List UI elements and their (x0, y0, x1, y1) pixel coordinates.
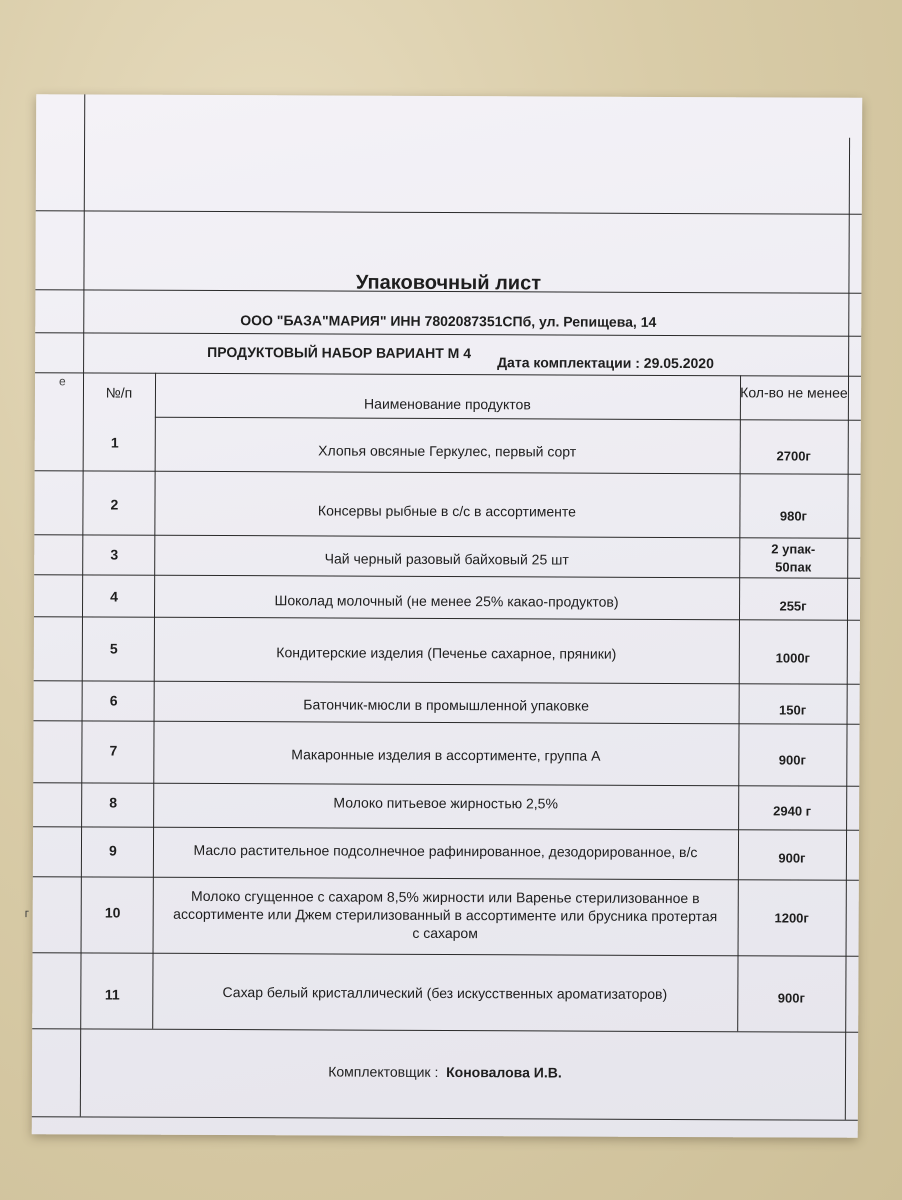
row-product-name: Хлопья овсяные Геркулес, первый сорт (318, 442, 577, 460)
row-product-name: Масло растительное подсолнечное рафинированное, дезодорированное, в/с (193, 841, 698, 861)
row-product-name: Кондитерские изделия (Печенье сахарное, пряники) (276, 644, 617, 662)
row-product-name: Молоко сгущенное с сахаром 8,5% жирности или Варенье стерилизованное в ассортименте или Джем стерилизованный в ассортименте или брусника протертая с сахаром (173, 887, 718, 942)
row-product-name: Макаронные изделия в ассортименте, группа А (291, 746, 601, 764)
rule-row-1 (35, 470, 861, 475)
row-quantity: 2 упак- 50пак (771, 541, 816, 575)
row-quantity: 150г (778, 702, 807, 718)
row-number: 3 (110, 546, 119, 563)
row-number: 4 (110, 588, 119, 605)
row-number: 10 (104, 904, 121, 921)
column-header-number: №/п (105, 384, 133, 401)
row-quantity: 900г (777, 990, 805, 1006)
row-number: 2 (110, 496, 119, 513)
row-number: 11 (104, 986, 120, 1003)
row-quantity: 980г (779, 508, 808, 524)
company-info: ООО "БАЗА"МАРИЯ" ИНН 7802087351СПб, ул. Репищева, 14 (240, 312, 657, 330)
rule-row-6 (34, 720, 860, 725)
rule-row-3 (34, 574, 860, 579)
row-number: 7 (109, 742, 118, 759)
row-quantity: 900г (778, 850, 806, 866)
row-number: 6 (109, 692, 118, 709)
packer-name: Коновалова И.В. (446, 1064, 562, 1081)
rule-row-8 (33, 826, 859, 831)
rule-bottom (32, 1116, 858, 1121)
row-quantity: 1000г (775, 650, 811, 666)
rule-row-11 (32, 1028, 858, 1033)
row-number: 5 (109, 640, 118, 657)
row-product-name: Сахар белый кристаллический (без искусственных ароматизаторов) (222, 984, 668, 1002)
rule-row-4 (34, 616, 860, 621)
row-quantity: 255г (779, 598, 807, 614)
row-number: 1 (110, 434, 119, 451)
rule-top (36, 210, 862, 215)
rule-row-10 (33, 952, 859, 957)
row-number: 9 (109, 842, 117, 859)
rule-header-bottom (155, 417, 861, 421)
row-number: 8 (109, 794, 118, 811)
rule-row-2 (34, 534, 860, 539)
packer-signature (32, 1062, 858, 1082)
edge-mark: е (58, 374, 66, 389)
edge-mark: г (24, 906, 30, 921)
packing-list-paper (24, 94, 863, 1138)
rule-company (35, 332, 861, 337)
row-quantity: 900г (778, 752, 806, 768)
rule-row-9 (33, 876, 859, 881)
page-title: Упаковочный лист (355, 271, 542, 295)
row-product-name: Консервы рыбные в с/с в ассортименте (317, 502, 577, 520)
column-header-quantity: Кол-во не менее (740, 384, 848, 401)
row-product-name: Молоко питьевое жирностью 2,5% (333, 794, 558, 812)
row-product-name: Чай черный разовый байховый 25 шт (324, 550, 569, 568)
rule-row-7 (33, 782, 859, 787)
row-product-name: Шоколад молочный (не менее 25% какао-продуктов) (274, 592, 619, 610)
rule-left (80, 94, 85, 1116)
row-quantity: 2700г (776, 448, 811, 464)
packer-label: Комплектовщик : (328, 1063, 439, 1080)
assembly-date: Дата комплектации : 29.05.2020 (497, 354, 714, 372)
column-header-name: Наименование продуктов (364, 395, 531, 413)
rule-header-top (35, 372, 861, 377)
row-quantity: 1200г (774, 910, 809, 926)
set-name: ПРОДУКТОВЫЙ НАБОР ВАРИАНТ М 4 (207, 343, 472, 362)
rule-row-5 (34, 680, 860, 685)
row-product-name: Батончик-мюсли в промышленной упаковке (303, 696, 589, 714)
row-quantity: 2940 г (773, 803, 812, 819)
